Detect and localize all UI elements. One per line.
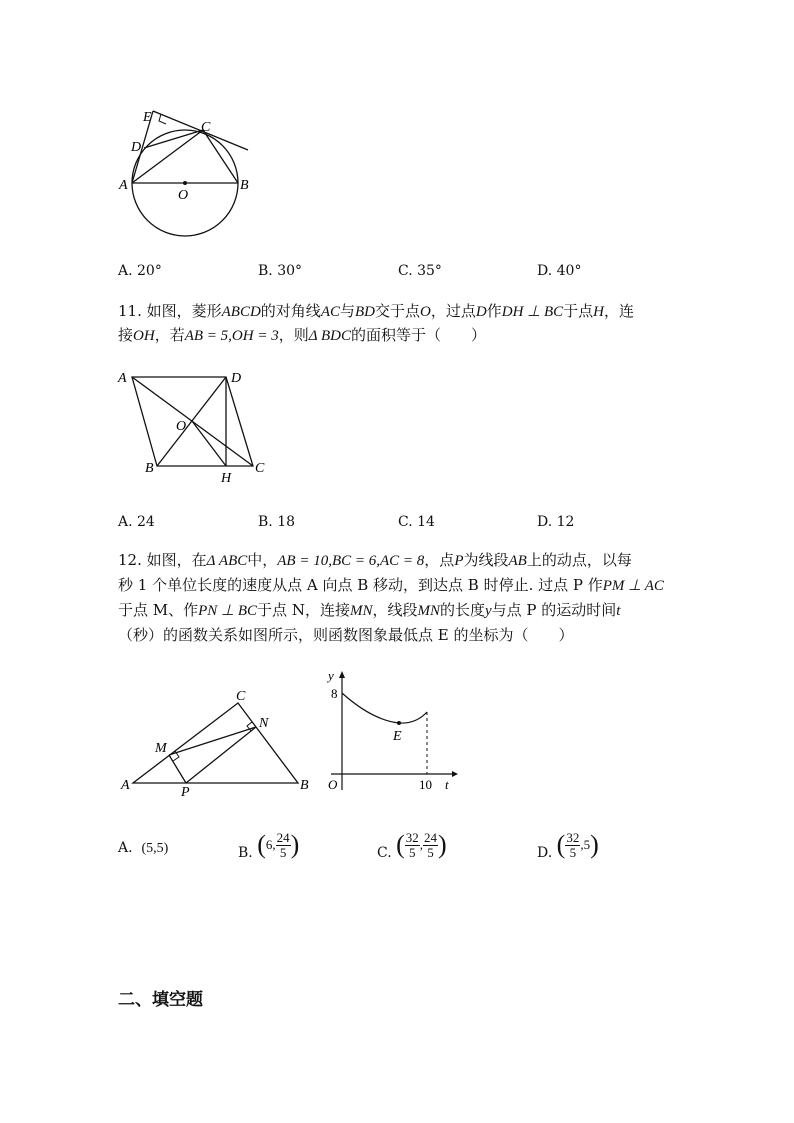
q11-label-b: B xyxy=(145,461,154,476)
q10-label-o: O xyxy=(178,188,189,203)
q12-y-axis-arrow xyxy=(339,671,345,678)
q11-figure xyxy=(110,362,280,486)
q10-option-a: A. 20° xyxy=(118,263,162,279)
q11-stem-line2: 接OH，若AB = 5,OH = 3，则Δ BDC的面积等于（ ） xyxy=(118,326,487,344)
q10-label-d: D xyxy=(131,140,142,155)
q10-label-a: A xyxy=(119,178,128,193)
q10-option-b: B. 30° xyxy=(258,263,303,279)
q10-option-d: D. 40° xyxy=(537,263,582,279)
q12-label-n: N xyxy=(259,716,269,731)
q12-label-m: M xyxy=(155,741,167,756)
q10-label-b: B xyxy=(240,178,249,193)
q12-label-a: A xyxy=(121,778,130,793)
q12-label-c: C xyxy=(236,689,246,704)
q10-label-c: C xyxy=(201,120,211,135)
section-title-fill-in: 二、填空题 xyxy=(118,990,203,1010)
q12-segment-mn xyxy=(169,727,256,755)
q12-option-d: D. ( $\frac{32}{5}$ ,5) xyxy=(537,829,599,861)
q11-option-d: D. 12 xyxy=(537,514,575,530)
q12-triangle-figure xyxy=(115,680,315,800)
q12-label-y: y xyxy=(328,668,334,683)
q11-option-b: B. 18 xyxy=(258,514,296,530)
q12-label-b: B xyxy=(300,778,309,793)
q10-chord-cb xyxy=(203,130,238,183)
q12-stem-line2: 秒 1 个单位长度的速度从点 A 向点 B 移动，到达点 B 时停止. 过点 P 作PM ⊥ AC xyxy=(118,576,664,594)
q11-segment-oh xyxy=(192,421,226,466)
q10-figure xyxy=(110,100,260,245)
q11-option-c: C. 14 xyxy=(398,514,435,530)
q12-label-p: P xyxy=(181,785,190,800)
q12-label-8: 8 xyxy=(331,686,338,701)
q10-option-c: C. 35° xyxy=(398,263,442,279)
q12-function-graph xyxy=(322,663,462,793)
q12-point-e xyxy=(397,721,401,725)
q11-label-a: A xyxy=(118,371,127,386)
q12-stem-line3: 于点 M、作PN ⊥ BC于点 N，连接MN，线段MN的长度y与点 P 的运动时间t xyxy=(118,601,621,619)
q11-option-a: A. 24 xyxy=(118,514,155,530)
q12-stem-line1: 12. 如图，在Δ ABC中，AB = 10,BC = 6,AC = 8，点P为线段AB上的动点，以每 xyxy=(118,551,632,569)
q10-chord-ac xyxy=(132,130,203,183)
q12-x-axis-arrow xyxy=(452,771,458,777)
q10-center-dot xyxy=(183,181,187,185)
q11-stem-line1: 11. 如图，菱形ABCD的对角线AC与BD交于点O，过点D作DH ⊥ BC于点H，连 xyxy=(118,302,635,320)
q12-label-t: t xyxy=(445,777,449,792)
q12-label-10: 10 xyxy=(419,777,432,792)
q10-chord-dc xyxy=(144,130,203,148)
q11-label-c: C xyxy=(255,461,265,476)
q12-label-o: O xyxy=(328,777,338,792)
q11-label-o: O xyxy=(176,419,187,434)
q12-option-c: C. ( $\frac{32}{5}$ , $\frac{24}{5}$ ) xyxy=(377,829,447,861)
q12-curve xyxy=(342,693,427,723)
q10-label-e: E xyxy=(143,110,152,125)
q11-label-h: H xyxy=(221,471,232,486)
q12-label-e: E xyxy=(393,729,402,744)
q12-option-a: A. (5,5) xyxy=(118,840,169,856)
q12-stem-line4: （秒）的函数关系如图所示，则函数图象最低点 E 的坐标为（ ） xyxy=(118,626,574,644)
q12-segment-pm xyxy=(169,755,186,783)
q12-option-b: B. (6, $\frac{24}{5}$ ) xyxy=(238,829,300,861)
q11-label-d: D xyxy=(231,371,242,386)
